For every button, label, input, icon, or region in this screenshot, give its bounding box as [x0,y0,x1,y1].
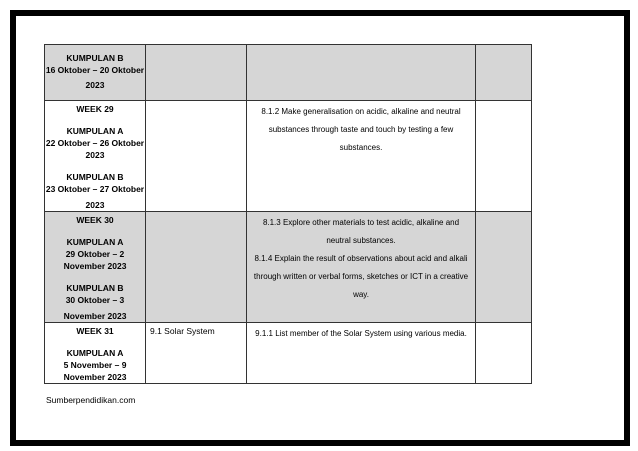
group-label: KUMPULAN A [66,126,124,136]
year: 2023 [85,200,105,210]
week-label: WEEK 31 [76,326,114,336]
notes-cell [476,323,532,384]
date-range: 30 Oktober – 3 [65,295,125,305]
table-row [45,45,532,101]
week-cell [45,323,146,384]
week-cell [45,101,146,212]
date-range: 22 Oktober – 26 Oktober [45,138,145,148]
notes-cell [476,212,532,323]
week-label: WEEK 29 [76,104,114,114]
date-range: 29 Oktober – 2 [65,249,125,259]
date-range-cont: November 2023 [63,311,127,321]
topic-cell [146,45,247,101]
standards-cell [247,45,476,101]
notes-cell [476,45,532,101]
topic-cell [146,101,247,212]
table-row [45,323,532,384]
week-cell [45,45,146,101]
group-label: KUMPULAN B [66,172,124,182]
date-range: 16 Oktober – 20 Oktober [45,65,145,75]
standards-cell [247,212,476,323]
date-range: 5 November – 9 [63,360,127,370]
standard-text: 8.1.2 Make generalisation on acidic, alkaline and neutral substances through taste and touch by testing a few substances. [261,107,461,152]
table-row [45,212,532,323]
group-label: KUMPULAN B [66,283,124,293]
topic-cell [146,323,247,384]
lesson-plan-table [44,44,532,384]
year: 2023 [85,150,105,160]
week-cell [45,212,146,323]
footer-source: Sumberpendidikan.com [46,395,136,405]
topic-text: 9.1 Solar System [150,326,215,336]
group-label: KUMPULAN A [66,237,124,247]
week-label: WEEK 30 [76,215,114,225]
standard-text: 9.1.1 List member of the Solar System using various media. [255,329,467,338]
date-range-cont: November 2023 [63,372,127,382]
topic-cell [146,212,247,323]
notes-cell [476,101,532,212]
standards-cell [247,323,476,384]
date-range: 23 Oktober – 27 Oktober [45,184,145,194]
date-range-cont: November 2023 [63,261,127,271]
year: 2023 [85,80,105,90]
standard-text: 8.1.4 Explain the result of observations about acid and alkali through written or verbal forms, sketches or ICT in a creative way. [253,254,469,299]
table-row [45,101,532,212]
group-label: KUMPULAN A [66,348,124,358]
standard-text: 8.1.3 Explore other materials to test acidic, alkaline and neutral substances. [262,218,460,245]
standards-cell [247,101,476,212]
group-label: KUMPULAN B [66,53,124,63]
